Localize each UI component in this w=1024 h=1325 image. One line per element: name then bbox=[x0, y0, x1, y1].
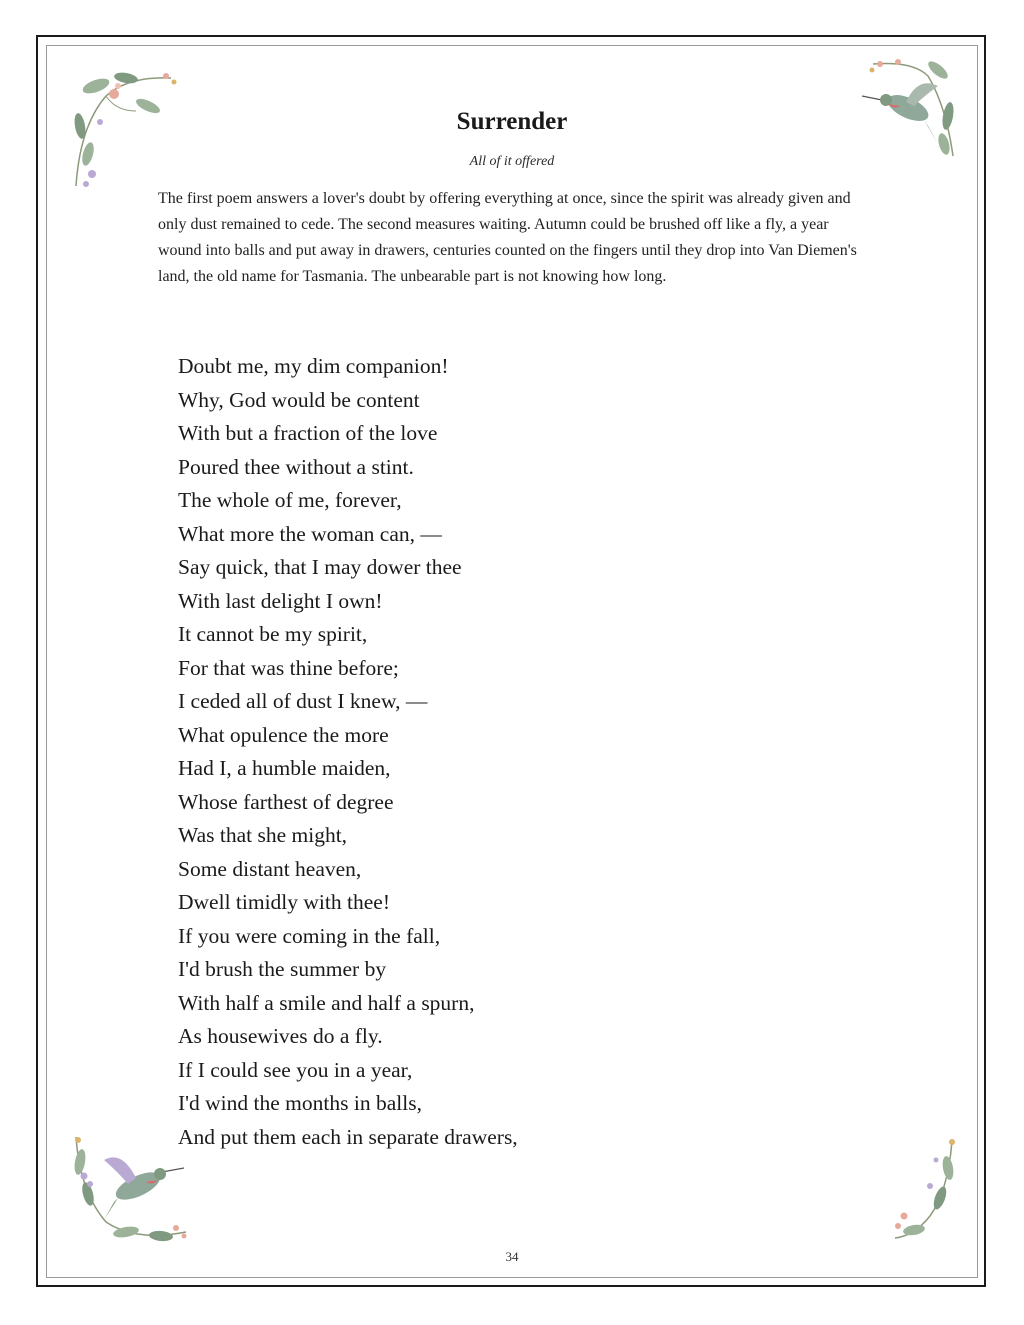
intro-paragraph: The first poem answers a lover's doubt by offering everything at once, since the spirit was already given and only dust remained to cede. The second measures waiting. Autumn could be brushed off like a fly, a year wound into balls and put away in drawers, centuries counted on the fingers until they drop into Van Diemen's land, the old name for Tasmania. The unbearable part is not knowing how long. bbox=[158, 190, 857, 285]
poem-line: Dwell timidly with thee! bbox=[178, 890, 390, 914]
hummingbird-floral-icon bbox=[66, 1132, 196, 1247]
poem-line: As housewives do a fly. bbox=[178, 1024, 383, 1048]
poem-line: Some distant heaven, bbox=[178, 856, 362, 881]
poem-line: What opulence the more bbox=[178, 722, 389, 747]
poem-line: And put them each in separate drawers, bbox=[178, 1124, 518, 1149]
poem-line: Had I, a humble maiden, bbox=[178, 756, 391, 780]
poem-line: Say quick, that I may dower thee bbox=[178, 555, 462, 579]
poem-line: With last delight I own! bbox=[178, 588, 383, 613]
floral-sprig-icon bbox=[890, 1136, 960, 1246]
poem-line: If I could see you in a year, bbox=[178, 1057, 413, 1082]
poem-line: I'd brush the summer by bbox=[178, 957, 387, 981]
poem-line: With but a fraction of the love bbox=[178, 421, 438, 445]
poem-line: The whole of me, forever, bbox=[178, 488, 402, 512]
poem-line: What more the woman can, — bbox=[178, 521, 442, 546]
page-title: Surrender bbox=[456, 108, 568, 135]
page-subtitle: All of it offered bbox=[469, 154, 555, 169]
page-number: 34 bbox=[505, 1249, 519, 1264]
poem-line: I ceded all of dust I knew, — bbox=[178, 689, 428, 713]
poem-line: Doubt me, my dim companion! bbox=[178, 354, 449, 378]
poem-line: Was that she might, bbox=[178, 823, 348, 847]
poem-line: Why, God would be content bbox=[178, 387, 420, 412]
poem-lines bbox=[178, 350, 518, 1154]
poem-line: Whose farthest of degree bbox=[178, 789, 394, 814]
poem-line: I'd wind the months in balls, bbox=[178, 1091, 422, 1115]
poem-line: It cannot be my spirit, bbox=[178, 622, 368, 646]
poem-line: Poured thee without a stint. bbox=[178, 454, 414, 479]
poem-line: With half a smile and half a spurn, bbox=[178, 990, 475, 1015]
poem-line: For that was thine before; bbox=[178, 655, 399, 680]
poem-line: If you were coming in the fall, bbox=[178, 923, 441, 948]
